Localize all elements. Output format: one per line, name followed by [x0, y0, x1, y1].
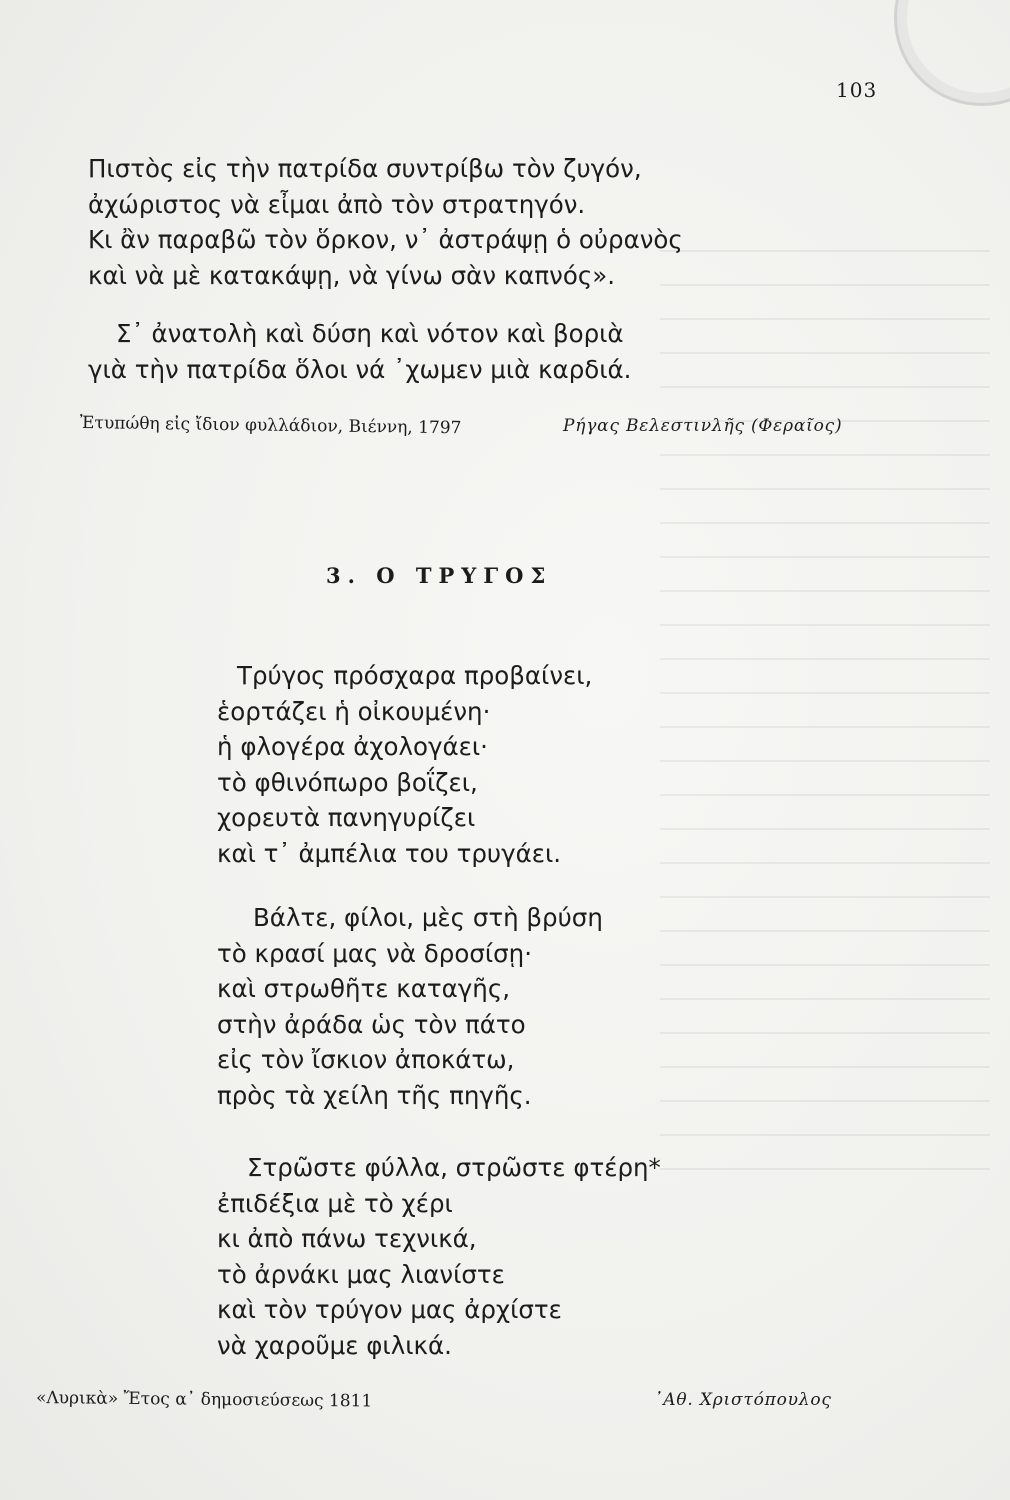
verse-line: τὸ φθινόπωρο βοΐζει,: [217, 767, 478, 797]
verse-line: Κι ἂν παραβῶ τὸν ὅρκον, ν᾽ ἀστράψῃ ὁ οὐρανὸς: [88, 225, 683, 254]
verse-line: στὴν ἀράδα ὡς τὸν πάτο: [217, 1009, 526, 1039]
verse-line: καὶ νὰ μὲ κατακάψῃ, νὰ γίνω σὰν καπνός».: [88, 260, 615, 290]
poem1-source: Ἐτυπώθη εἰς ἴδιον φυλλάδιον, Βιέννη, 1797: [79, 413, 462, 439]
page-number: 103: [836, 78, 878, 102]
poem2-stanza3: [217, 1150, 661, 1363]
poem1-stanza2: [88, 316, 631, 387]
verse-line: ἐπιδέξια μὲ τὸ χέρι: [217, 1188, 453, 1218]
verse-line: τὸ ἀρνάκι μας λιανίστε: [217, 1259, 505, 1289]
poem1-author: Ρήγας Βελεστινλῆς (Φεραῖος): [563, 416, 843, 436]
show-through-text: [660, 250, 990, 1200]
verse-line: πρὸς τὰ χείλη τῆς πηγῆς.: [217, 1080, 532, 1110]
poem-title: 3. Ο ΤΡΥΓΟΣ: [326, 563, 553, 588]
verse-line: καὶ τ᾽ ἀμπέλια του τρυγάει.: [217, 838, 562, 868]
poem1-stanza1: [88, 151, 683, 293]
verse-line: Σ᾽ ἀνατολὴ καὶ δύση καὶ νότον καὶ βοριὰ: [116, 319, 624, 348]
verse-line: κι ἀπὸ πάνω τεχνικά,: [217, 1224, 477, 1253]
verse-line: ἡ φλογέρα ἀχολογάει·: [217, 732, 488, 761]
poem2-stanza1: [217, 658, 592, 871]
verse-line: Στρῶστε φύλλα, στρῶστε φτέρη*: [247, 1153, 661, 1182]
poem2-stanza2: [217, 900, 603, 1113]
verse-line: ἀχώριστος νὰ εἶμαι ἀπὸ τὸν στρατηγόν.: [88, 189, 586, 219]
verse-line: τὸ κρασί μας νὰ δροσίσῃ·: [217, 938, 532, 968]
verse-line: ἑορτάζει ἡ οἰκουμένη·: [217, 696, 491, 726]
verse-line: Τρύγος πρόσχαρα προβαίνει,: [237, 661, 593, 690]
library-stamp: [894, 0, 1010, 106]
verse-line: Βάλτε, φίλοι, μὲς στὴ βρύση: [253, 903, 603, 932]
verse-line: καὶ στρωθῆτε καταγῆς,: [217, 974, 510, 1003]
verse-line: εἰς τὸν ἴσκιον ἀποκάτω,: [217, 1045, 515, 1074]
verse-line: γιὰ τὴν πατρίδα ὅλοι νά ᾽χωμεν μιὰ καρδιά.: [88, 354, 632, 384]
poem2-source: «Λυρικὰ» Ἔτος α᾽ δημοσιεύσεως 1811: [35, 1388, 373, 1412]
verse-line: Πιστὸς εἰς τὴν πατρίδα συντρίβω τὸν ζυγόν,: [88, 154, 642, 183]
verse-line: νὰ χαροῦμε φιλικά.: [217, 1330, 452, 1360]
verse-line: χορευτὰ πανηγυρίζει: [217, 803, 476, 832]
verse-line: καὶ τὸν τρύγον μας ἀρχίστε: [217, 1295, 562, 1324]
poem2-author: ᾽Αθ. Χριστόπουλος: [654, 1390, 832, 1410]
